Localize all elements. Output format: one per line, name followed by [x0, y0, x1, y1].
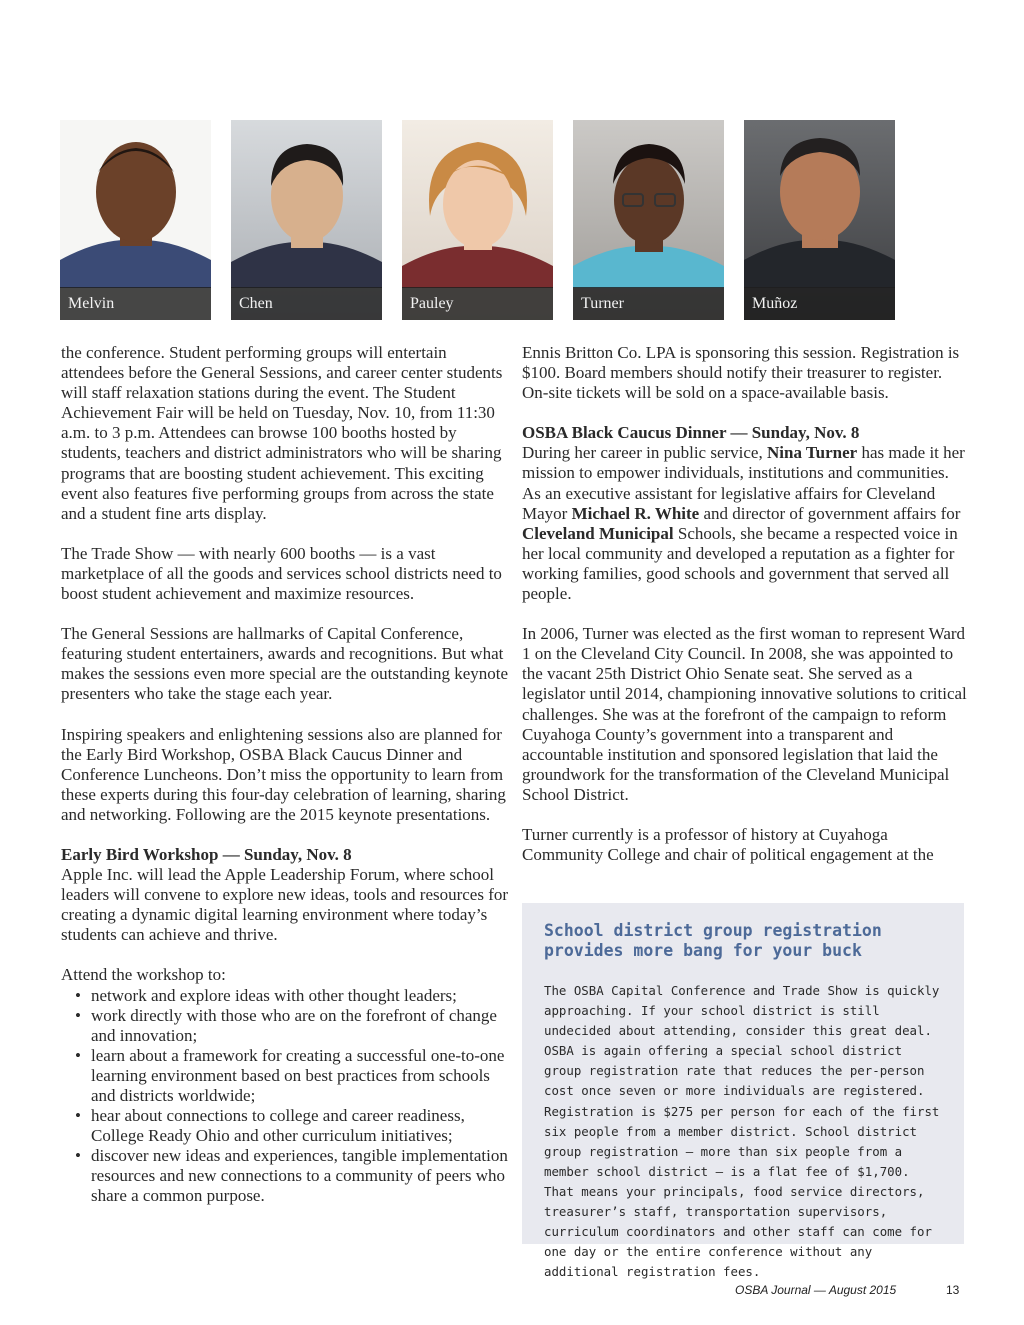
paragraph: The Trade Show — with nearly 600 booths — is a vast marketplace of all the goods and services school districts need to boost student achievement and maximize resources.	[61, 543, 502, 604]
photo-caption: Muñoz	[744, 287, 895, 320]
paragraph: Apple Inc. will lead the Apple Leadership Forum, where school leaders will convene to explore new ideas, tools and resources for creating a dynamic digital learning environment where today’s students can achieve and thrive.	[61, 865, 509, 945]
speaker-photo-chen	[231, 120, 382, 320]
page-number: 13	[946, 1283, 960, 1297]
paragraph-turner-bio	[522, 443, 967, 604]
paragraph: the conference. Student performing groups will entertain attendees before the General Sessions, and career center students will staff relaxation stations during the event. The Student Achievement Fair will be held on Tuesday, Nov. 10, from 11:30 a.m. to 3 p.m. Attendees can browse 100 booths hosted by students, teachers and district administrators who will be sharing programs that are boosting student achievement. This exciting event also features five performing groups from across the state and a student fine arts display.	[61, 343, 503, 523]
sidebar-title: School district group registration provides more bang for your buck	[544, 921, 882, 960]
text-run: Schools, she became a respected voice in her local community and developed a reputation as a fighter for working families, good schools and government that served all people.	[522, 523, 958, 604]
section-heading-early-bird: Early Bird Workshop — Sunday, Nov. 8	[61, 844, 352, 864]
portrait-melvin	[60, 120, 211, 288]
photo-caption: Turner	[573, 287, 724, 320]
text-run: and director of government affairs for	[699, 503, 961, 523]
speaker-photo-melvin	[60, 120, 211, 320]
speaker-photo-munoz	[744, 120, 895, 320]
paragraph: In 2006, Turner was elected as the first woman to represent Ward 1 on the Cleveland City Council. In 2008, she was appointed to the vacant 25th District Ohio Senate seat. She served as a legislator until 2014, championing innovative solutions to critical challenges. She was at the forefront of the campaign to reform Cuyahoga County’s government into a transparent and accountable institution and sponsored legislation that laid the groundwork for the transformation of the Cleveland Municipal School District.	[522, 624, 967, 804]
text-run: has made it her mission to empower individuals, institutions and communities. As an executive assistant for legislative affairs for Cleveland Mayor	[522, 443, 965, 523]
text-run: During her career in public service,	[522, 443, 767, 463]
section-heading-black-caucus: OSBA Black Caucus Dinner — Sunday, Nov. 8	[522, 423, 860, 443]
speaker-photo-pauley	[402, 120, 553, 320]
paragraph: The General Sessions are hallmarks of Capital Conference, featuring student entertainers, awards and recognitions. But what makes the sessions even more special are the outstanding keynote presenters who take the stage each year.	[61, 624, 509, 704]
bold-cleveland-municipal: Cleveland Municipal	[522, 523, 674, 543]
paragraph: Ennis Britton Co. LPA is sponsoring this session. Registration is $100. Board members should notify their treasurer to register. On-site tickets will be sold on a space-available basis.	[522, 343, 960, 403]
photo-caption: Pauley	[402, 287, 553, 320]
group-registration-sidebar	[522, 903, 964, 1280]
paragraph: Attend the workshop to:	[61, 965, 226, 985]
photo-caption: Chen	[231, 287, 382, 320]
list-item: • hear about connections to college and career readiness, College Ready Ohio and other curriculum initiatives;	[61, 1106, 511, 1146]
portrait-turner	[573, 120, 724, 288]
list-item: • learn about a framework for creating a successful one-to-one learning environment based on best practices from schools and districts worldwide;	[61, 1046, 511, 1106]
list-item: • network and explore ideas with other thought leaders;	[61, 986, 511, 1006]
portrait-pauley	[402, 120, 553, 288]
paragraph: Turner currently is a professor of history at Cuyahoga Community College and chair of political engagement at the	[522, 824, 934, 865]
list-item: • discover new ideas and experiences, tangible implementation resources and new connections to a community of peers who share a common purpose.	[61, 1146, 511, 1206]
right-column	[522, 343, 967, 885]
photo-caption: Melvin	[60, 287, 211, 320]
footer-journal-name: OSBA Journal — August 2015	[735, 1283, 897, 1297]
list-item: • work directly with those who are on the forefront of change and innovation;	[61, 1006, 511, 1046]
speaker-photo-strip	[60, 120, 895, 320]
workshop-bullet-list	[61, 986, 511, 1207]
bold-name-michael-white: Michael R. White	[571, 503, 700, 523]
bold-name-nina-turner: Nina Turner	[766, 443, 858, 463]
paragraph: Inspiring speakers and enlightening sessions also are planned for the Early Bird Workshop, OSBA Black Caucus Dinner and Conference Luncheons. Don’t miss the opportunity to learn from these experts during this four-day celebration of learning, sharing and networking. Following are the 2015 keynote presentations.	[61, 724, 506, 824]
portrait-chen	[231, 120, 382, 288]
left-column	[61, 343, 511, 1207]
speaker-photo-turner	[573, 120, 724, 320]
portrait-munoz	[744, 120, 895, 288]
sidebar-body: The OSBA Capital Conference and Trade Show is quickly approaching. If your school district is still undecided about attending, consider this great deal. OSBA is again offering a special school district group registration rate that reduces the per-person cost once seven or more individuals are registered. Registration is $275 per person for each of the first six people from a member district. School district group registration — more than six people from a member school district — is a flat fee of $1,700. That means your principals, food service directors, treasurer’s staff, transportation supervisors, curriculum coordinators and other staff can come for one day or the entire conference without any additional registration fees.	[544, 983, 940, 1280]
